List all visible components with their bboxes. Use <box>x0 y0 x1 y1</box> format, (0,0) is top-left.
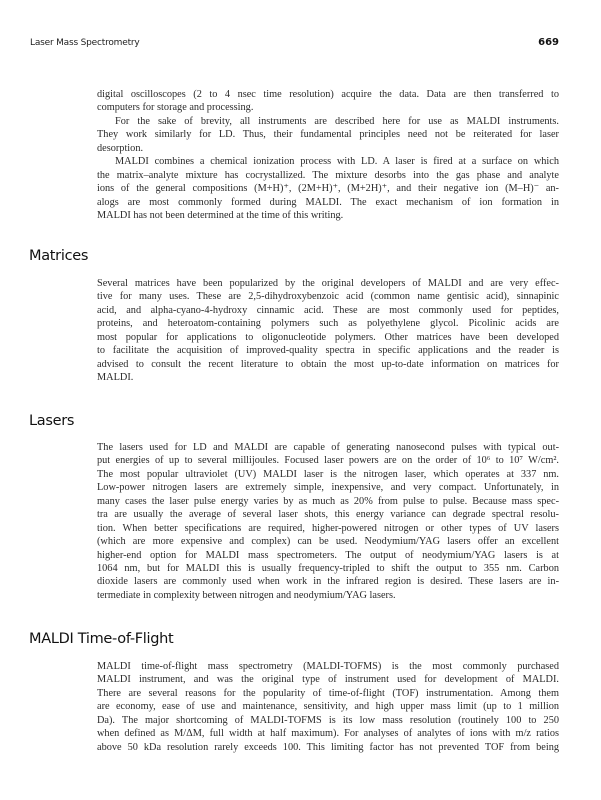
text-line: computers for storage and processing. <box>97 102 254 114</box>
paragraph <box>97 155 559 222</box>
text-line: put energies of up to several millijoules. Focused laser powers are on the order of 10⁶ to 10⁷ W/cm². <box>97 455 559 467</box>
text-line: most popular for applications to oligonucleotide polymers. Other matrices have been developed <box>97 331 559 343</box>
text-line: Da). The major shortcoming of MALDI-TOFMS is its low mass resolution (routinely 100 to 250 <box>97 714 559 726</box>
section-heading-matrices: Matrices <box>29 248 89 264</box>
section-heading-maldi-tof: MALDI Time-of-Flight <box>29 631 174 647</box>
lasers-text <box>97 441 559 602</box>
text-line: MALDI has not been determined at the time of this writing. <box>97 209 344 221</box>
text-line: to facilitate the acquisition of improved-quality spectra in specific applications and the reader is <box>97 345 559 357</box>
intro-text <box>97 88 559 222</box>
text-line: Several matrices have been popularized by the original developers of MALDI and are very effec- <box>97 278 559 289</box>
text-line: The most popular ultraviolet (UV) MALDI laser is the nitrogen laser, which operates at 337 nm. <box>97 468 559 480</box>
text-line: desorption. <box>97 142 144 154</box>
matrices-text <box>97 277 559 385</box>
text-line: MALDI. <box>97 372 134 384</box>
text-line: are economy, ease of use and maintenance, sensitivity, and high upper mass limit (up to 1 million <box>97 701 559 713</box>
text-line: many cases the laser pulse energy varies by as much as 20% from pulse to pulse. Because mass spec- <box>97 495 559 507</box>
text-line: digital oscilloscopes (2 to 4 nsec time resolution) acquire the data. Data are then transferred to <box>97 89 559 100</box>
text-line: MALDI instrument, and was the original type of instrument used for development of MALDI. <box>97 674 559 686</box>
text-line: ions of the general compositions (M+H)⁺, (2M+H)⁺, (M+2H)⁺, and their negative ion (M–H)⁻ an- <box>97 183 559 195</box>
text-line: 1064 nm, but for MALDI this is usually frequency-tripled to shift the output to 355 nm. Carbon <box>97 562 559 574</box>
text-line: The lasers used for LD and MALDI are capable of generating nanosecond pulses with typical out- <box>97 442 559 453</box>
text-line: For the sake of brevity, all instruments are described here for use as MALDI instruments. <box>115 115 559 127</box>
text-line: when defined as M/ΔM, full width at half maximum). For analyses of analytes of ions with m/z ratios <box>97 728 559 740</box>
paragraph <box>97 277 559 385</box>
text-line: Low-power nitrogen lasers are extremely simple, inexpensive, and very compact. Unfortunately, in <box>97 482 559 494</box>
paragraph <box>97 88 559 115</box>
section-heading-lasers: Lasers <box>29 413 75 429</box>
text-line: tive for many uses. These are 2,5-dihydroxybenzoic acid (common name gentisic acid), sinnapinic <box>97 291 559 303</box>
text-line: acid, and alpha-cyano-4-hydroxy cinnamic acid. These are most commonly used for peptides, <box>97 304 559 316</box>
text-line: tion. When better specifications are required, higher-powered nitrogen or other types of UV lasers <box>97 522 559 534</box>
text-line: termediate in complexity between nitrogen and neodymium/YAG lasers. <box>97 589 396 601</box>
text-line: dioxide lasers are commonly used when work in the infrared region is desired. These lasers are in- <box>97 576 559 588</box>
page-number: 669 <box>538 37 559 48</box>
text-line: proteins, and heteroatom-containing polymers such as polyethylene glycol. Picolinic acids are <box>97 318 559 330</box>
text-line: MALDI time-of-flight mass spectrometry (MALDI-TOFMS) is the most commonly purchased <box>97 661 559 672</box>
running-title: Laser Mass Spectrometry <box>30 38 140 48</box>
paragraph <box>97 660 559 754</box>
paragraph <box>97 115 559 155</box>
text-line: alogs are most commonly formed during MALDI. The exact mechanism of ion formation in <box>97 196 559 208</box>
text-line: the matrix–analyte mixture has cocrystallized. The mixture desorbs into the gas phase and analyte <box>97 169 559 181</box>
text-line: advised to consult the recent literature to obtain the most up-to-date information on matrices for <box>97 358 559 370</box>
text-line: tra are usually the average of several laser shots, this energy variance can degrade spectral resolu- <box>97 509 559 521</box>
text-line: There are several reasons for the popularity of time-of-flight (TOF) instrumentation. Among them <box>97 687 559 699</box>
text-line: above 50 kDa resolution rarely exceeds 100. This limiting factor has not prevented TOF from being <box>97 741 559 753</box>
text-line: higher-end option for MALDI mass spectrometers. The output of neodymium/YAG lasers is at <box>97 549 559 561</box>
text-line: They work similarly for LD. Thus, their fundamental principles need not be reiterated for laser <box>97 129 559 141</box>
text-line: (which are more expensive and complex) can be used. Neodymium/YAG lasers offer an excellent <box>97 536 559 548</box>
text-line: MALDI combines a chemical ionization process with LD. A laser is fired at a surface on which <box>115 156 559 168</box>
tof-text <box>97 660 559 754</box>
paragraph <box>97 441 559 602</box>
